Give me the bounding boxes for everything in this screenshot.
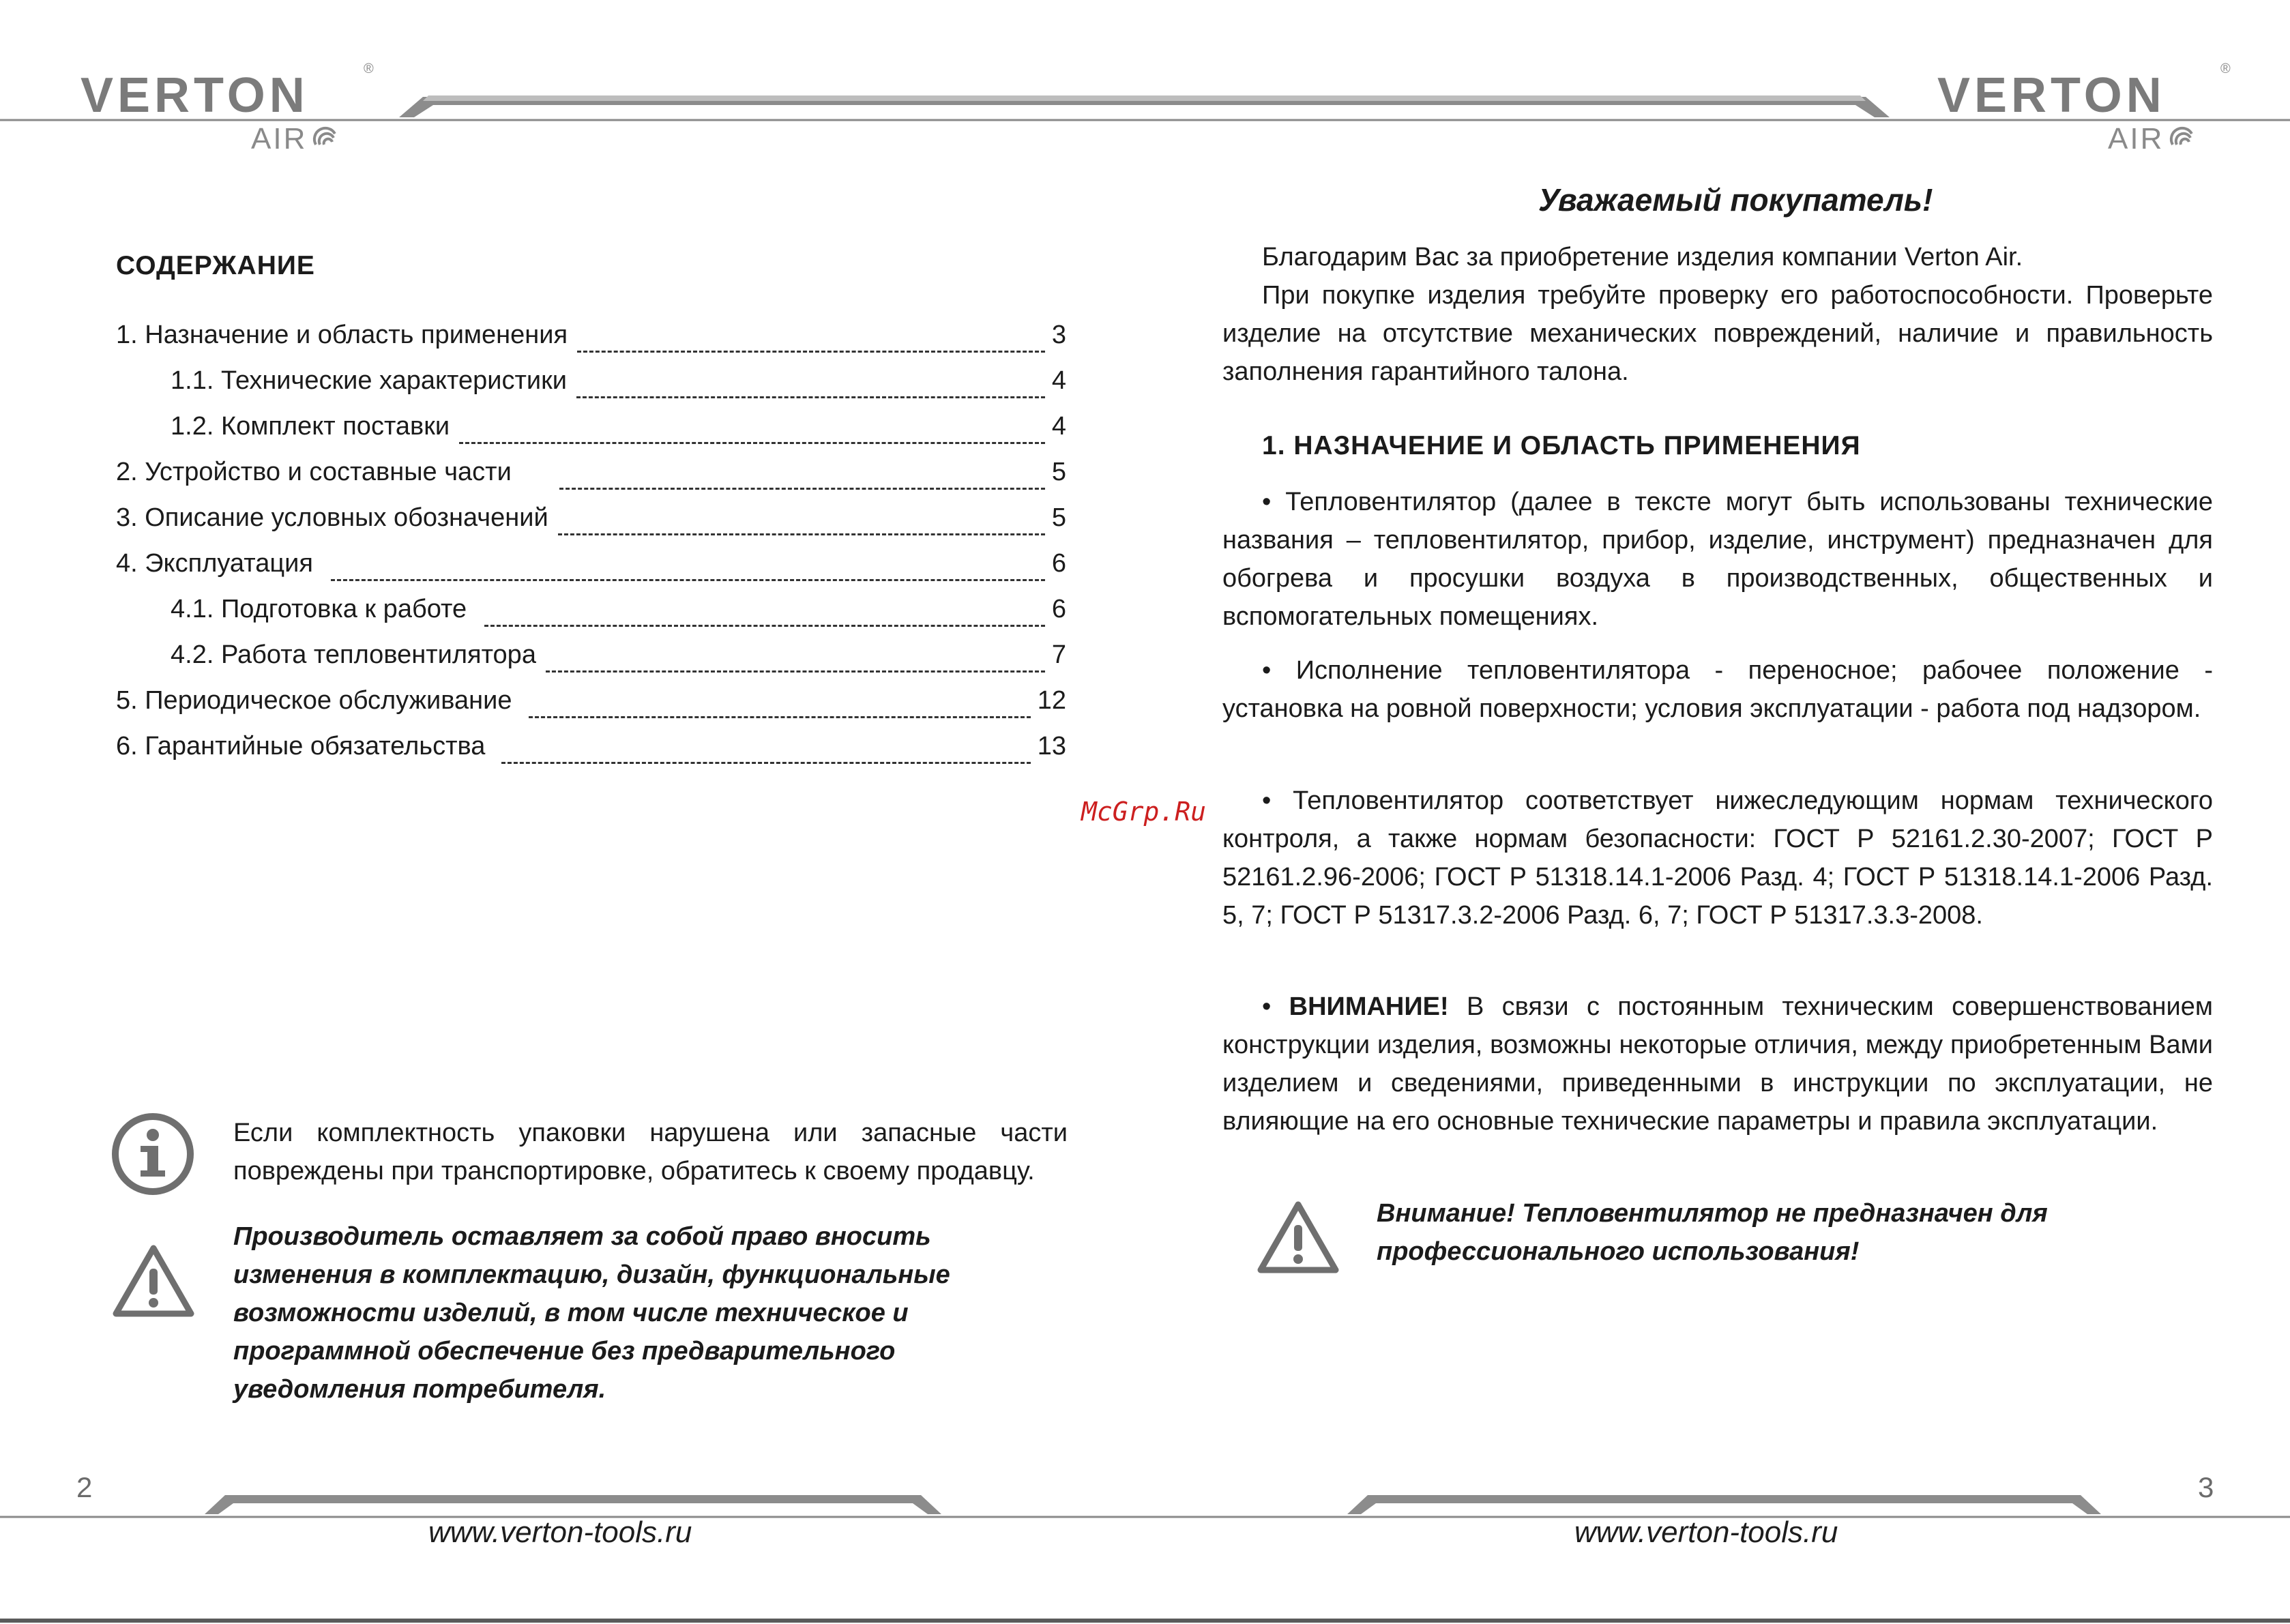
toc-page: 7: [1051, 640, 1066, 669]
attention-bullet: •: [1262, 992, 1289, 1021]
toc-label: 5. Периодическое обслуживание: [116, 686, 512, 715]
brand-sub-left: [251, 124, 339, 154]
toc-page: 6: [1051, 595, 1066, 623]
purpose-bullet-3: • Тепловентилятор соответствует нижеследующим нормам технического контроля, а также нормам безопасности: ГОСТ Р 52161.2.30-2007; ГОСТ Р 52161.2.96-2006; ГОСТ Р 51318.14.1-2006 Разд. 4; ГОСТ Р 51318.14.1-2006 Разд. 5, 7; ГОСТ Р 51317.3.2-2006 Разд. 6, 7; ГОСТ Р 51317.3.3-2008.: [1222, 786, 2213, 930]
air-wave-icon: [2169, 124, 2196, 149]
section-heading: 1. НАЗНАЧЕНИЕ И ОБЛАСТЬ ПРИМЕНЕНИЯ: [1262, 431, 1861, 460]
warning-icon: [1255, 1199, 1341, 1275]
toc-entry[interactable]: [171, 366, 1066, 396]
toc-page: 3: [1051, 321, 1066, 349]
brand-sub: AIR: [251, 122, 308, 156]
footer-url-left[interactable]: www.verton-tools.ru: [428, 1516, 692, 1549]
brand-name: VERTON: [1937, 68, 2166, 123]
toc-leader: [331, 579, 1045, 581]
toc-page: 4: [1051, 412, 1066, 441]
toc-label: 4.1. Подготовка к работе: [171, 595, 467, 623]
professional-use-warning: Внимание! Тепловентилятор не предназначен для профессионального использования!: [1377, 1199, 2048, 1266]
intro-paragraph-1: Благодарим Вас за приобретение изделия компании Verton Air.: [1262, 243, 2023, 271]
toc-page: 4: [1051, 366, 1066, 395]
toc-label: 4. Эксплуатация: [116, 549, 313, 578]
toc-page: 5: [1051, 503, 1066, 532]
toc-label: 1. Назначение и область применения: [116, 321, 568, 349]
toc-leader: [529, 716, 1031, 718]
toc-label: 2. Устройство и составные части: [116, 458, 512, 486]
toc-entry[interactable]: [171, 412, 1066, 441]
toc-page: 12: [1037, 686, 1066, 715]
toc-leader: [576, 396, 1045, 398]
info-icon: [109, 1110, 196, 1198]
brand-name: VERTON: [80, 68, 309, 123]
toc-page: 6: [1051, 549, 1066, 578]
warning-icon: [111, 1243, 196, 1319]
greeting-heading: Уважаемый покупатель!: [1538, 182, 1933, 218]
info-note: Если комплектность упаковки нарушена или запасные части повреждены при транспортировке, обратитесь к своему продавцу.: [233, 1119, 1068, 1185]
toc-leader: [559, 488, 1045, 490]
brand-logo-right: [1937, 61, 2231, 123]
attention-paragraph: [1222, 988, 2213, 1140]
air-wave-icon: [312, 124, 339, 149]
brand-logo-left: [80, 61, 374, 123]
toc-heading: СОДЕРЖАНИЕ: [116, 251, 315, 280]
footer-url-right[interactable]: www.verton-tools.ru: [1574, 1516, 1838, 1549]
page-number-right: 3: [2198, 1471, 2214, 1503]
toc-leader: [484, 625, 1045, 627]
toc-leader: [501, 762, 1030, 764]
toc-leader: [546, 670, 1045, 673]
toc-entry[interactable]: [171, 595, 1066, 624]
toc-entry[interactable]: [116, 458, 1066, 487]
toc-leader: [558, 533, 1045, 535]
toc-leader: [577, 351, 1045, 353]
brand-sub: AIR: [2108, 122, 2164, 156]
toc-page: 13: [1037, 732, 1066, 761]
toc-entry[interactable]: [116, 321, 1066, 350]
manufacturer-warning: Производитель оставляет за собой право вносить изменения в комплектацию, дизайн, функциональные возможности изделий, в том числе техническое и программной обеспечение без предварительного уведомления потребителя.: [233, 1222, 950, 1404]
page-number-left: 2: [76, 1471, 93, 1503]
toc-label: 1.1. Технические характеристики: [171, 366, 567, 395]
attention-text: В связи с постоянным техническим совершенствованием конструкции изделия, возможны некоторые отличия, между приобретенным Вами изделием и сведениями, приведенными в инструкции по эксплуатации, не влияющие на его основные технические параметры и правила эксплуатации.: [1222, 992, 2213, 1136]
attention-label: ВНИМАНИЕ!: [1289, 992, 1449, 1021]
toc-label: 1.2. Комплект поставки: [171, 412, 450, 441]
toc-label: 3. Описание условных обозначений: [116, 503, 548, 532]
toc-entry[interactable]: [116, 549, 1066, 578]
brand-sub-right: [2108, 124, 2196, 154]
purpose-bullet-1: • Тепловентилятор (далее в тексте могут быть использованы технические названия – тепловентилятор, прибор, изделие, инструмент) предназначен для обогрева и просушки воздуха в производственных, общественных и вспомогательных помещениях.: [1222, 488, 2213, 631]
watermark: McGrp.Ru: [1081, 797, 1207, 827]
intro-paragraph-2: При покупке изделия требуйте проверку его работоспособности. Проверьте изделие на отсутствие механических повреждений, наличие и правильность заполнения гарантийного талона.: [1222, 281, 2213, 386]
registered-mark: ®: [2220, 61, 2231, 76]
toc-entry[interactable]: [116, 686, 1066, 715]
toc-label: 6. Гарантийные обязательства: [116, 732, 486, 761]
toc-label: 4.2. Работа тепловентилятора: [171, 640, 536, 669]
toc-entry[interactable]: [116, 503, 1066, 533]
toc-page: 5: [1051, 458, 1066, 486]
toc-leader: [459, 442, 1045, 444]
toc-entry[interactable]: [116, 732, 1066, 761]
purpose-bullet-2: • Исполнение тепловентилятора - переносное; рабочее положение - установка на ровной поверхности; условия эксплуатации - работа под надзором.: [1222, 656, 2213, 723]
registered-mark: ®: [364, 61, 374, 76]
toc-entry[interactable]: [171, 640, 1066, 670]
